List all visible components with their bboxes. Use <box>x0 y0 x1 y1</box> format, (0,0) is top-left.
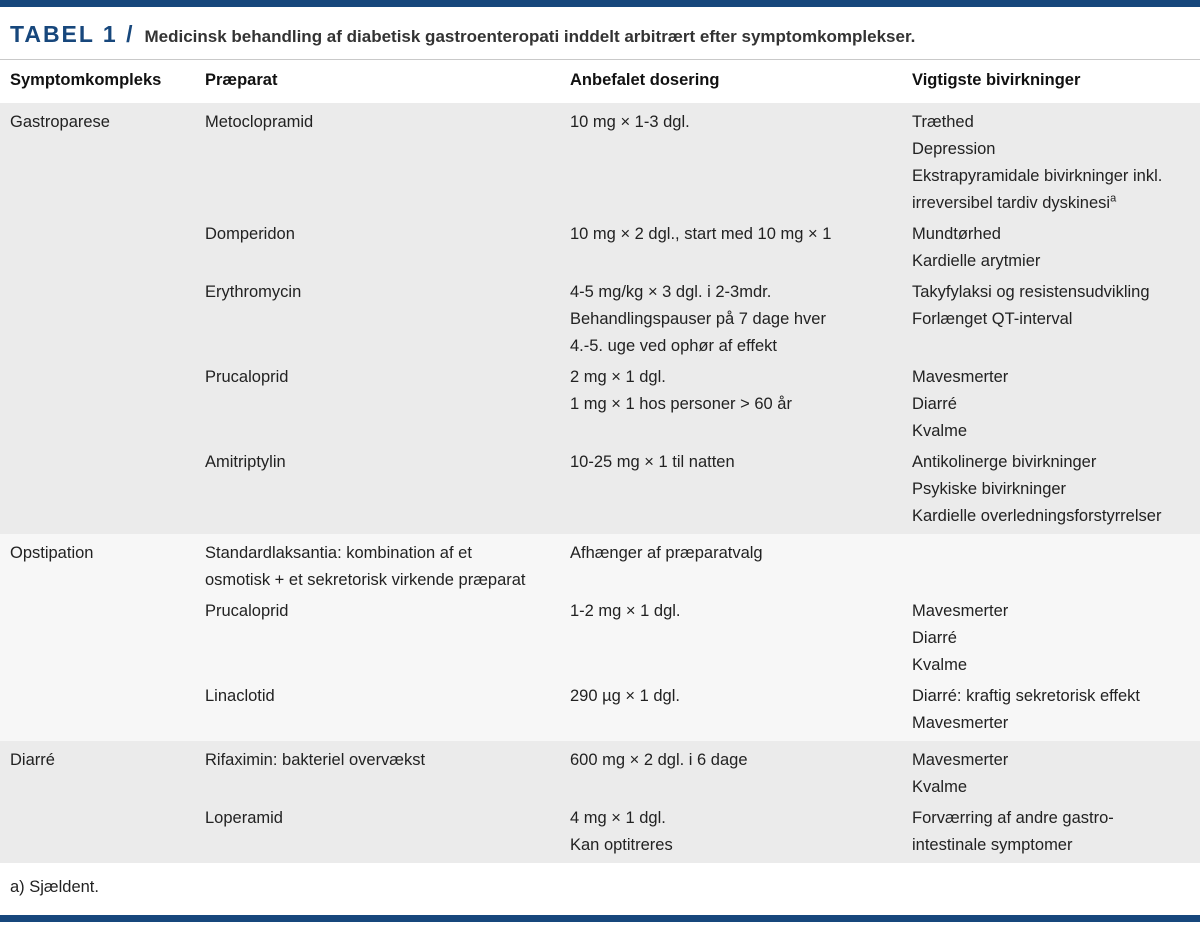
drug-cell-line: Amitriptylin <box>205 453 286 471</box>
dosing-cell-line: 10-25 mg × 1 til natten <box>570 453 735 471</box>
side-effects-cell-line: Mavesmerter <box>912 714 1009 732</box>
side-effects-cell <box>912 747 1190 801</box>
drug-cell <box>205 221 570 275</box>
side-effects-cell <box>912 449 1190 530</box>
dosing-cell-line: 1 mg × 1 hos personer > 60 år <box>570 395 792 413</box>
dosing-cell <box>570 449 912 530</box>
side-effects-cell <box>912 364 1190 445</box>
table-row <box>10 449 1190 530</box>
section-diarré <box>0 741 1200 863</box>
symptom-cell <box>10 540 205 594</box>
symptom-label: Opstipation <box>10 544 94 562</box>
side-effects-cell-line: Ekstrapyramidale bivirkninger inkl. <box>912 167 1163 185</box>
drug-cell <box>205 449 570 530</box>
symptom-cell <box>10 364 205 445</box>
side-effects-cell-line: Diarré: kraftig sekretorisk effekt <box>912 687 1141 705</box>
table-caption: Medicinsk behandling af diabetisk gastroenteropati inddelt arbitrært efter symptomkomplekser. <box>144 27 916 46</box>
side-effects-cell-line: Kvalme <box>912 422 968 440</box>
symptom-cell <box>10 598 205 679</box>
symptom-label: Diarré <box>10 751 55 769</box>
side-effects-cell-line: Mundtørhed <box>912 225 1001 243</box>
table-row <box>10 364 1190 445</box>
drug-cell <box>205 279 570 360</box>
dosing-cell-line: 290 µg × 1 dgl. <box>570 687 680 705</box>
side-effects-cell <box>912 109 1190 217</box>
top-accent-bar <box>0 0 1200 7</box>
table-body <box>0 103 1200 863</box>
side-effects-cell-line: Takyfylaksi og resistensudvikling <box>912 283 1150 301</box>
symptom-label: Gastroparese <box>10 113 110 131</box>
side-effects-cell-line: intestinale symptomer <box>912 836 1073 854</box>
side-effects-cell <box>912 598 1190 679</box>
side-effects-cell-line: Depression <box>912 140 996 158</box>
drug-cell-line: Metoclopramid <box>205 113 314 131</box>
table-title <box>0 7 1200 59</box>
dosing-cell-line: 10 mg × 1-3 dgl. <box>570 113 690 131</box>
side-effects-cell-line: Kvalme <box>912 778 968 796</box>
symptom-cell <box>10 683 205 737</box>
dosing-cell <box>570 747 912 801</box>
drug-cell-line: Linaclotid <box>205 687 275 705</box>
dosing-cell-line: 4 mg × 1 dgl. <box>570 809 666 827</box>
dosing-cell-line: 1-2 mg × 1 dgl. <box>570 602 681 620</box>
dosing-cell <box>570 221 912 275</box>
side-effects-cell-line: Kardielle overledningsforstyrrelser <box>912 507 1162 525</box>
side-effects-cell-line <box>912 190 1176 217</box>
section-gastroparese <box>0 103 1200 534</box>
column-header-symptomkompleks: Symptomkompleks <box>10 71 162 89</box>
side-effects-cell <box>912 805 1190 859</box>
dosing-cell <box>570 540 912 594</box>
drug-cell <box>205 109 570 217</box>
table-header-row <box>0 60 1200 103</box>
dosing-cell-line: Behandlingspauser på 7 dage hver <box>570 310 826 328</box>
table-row <box>10 540 1190 594</box>
drug-cell-line: Loperamid <box>205 809 283 827</box>
drug-cell <box>205 747 570 801</box>
drug-cell-line: Prucaloprid <box>205 368 289 386</box>
drug-cell <box>205 598 570 679</box>
side-effects-cell <box>912 221 1190 275</box>
drug-cell-line: Erythromycin <box>205 283 302 301</box>
drug-cell <box>205 805 570 859</box>
side-effects-cell-line: Antikolinerge bivirkninger <box>912 453 1097 471</box>
table-row <box>10 805 1190 859</box>
table-row <box>10 109 1190 217</box>
column-header-praeparat: Præparat <box>205 71 278 89</box>
side-effects-cell <box>912 683 1190 737</box>
side-effects-cell-line: Diarré <box>912 629 957 647</box>
drug-cell-line: Standardlaksantia: kombination af et <box>205 544 472 562</box>
dosing-cell-line: Afhænger af præparatvalg <box>570 544 763 562</box>
symptom-cell <box>10 221 205 275</box>
data-table <box>0 59 1200 863</box>
drug-cell <box>205 540 570 594</box>
column-header-vigtigste-bivirkninger: Vigtigste bivirkninger <box>912 71 1081 89</box>
side-effects-cell-line: Diarré <box>912 395 957 413</box>
dosing-cell <box>570 598 912 679</box>
table-row <box>10 279 1190 360</box>
dosing-cell <box>570 683 912 737</box>
footnote: a) Sjældent. <box>10 878 99 896</box>
side-effects-cell <box>912 540 1190 594</box>
drug-cell-line: Domperidon <box>205 225 295 243</box>
dosing-cell-line: 10 mg × 2 dgl., start med 10 mg × 1 <box>570 225 832 243</box>
dosing-cell-line: 4.-5. uge ved ophør af effekt <box>570 337 777 355</box>
dosing-cell-line: 2 mg × 1 dgl. <box>570 368 666 386</box>
side-effects-cell-line: Træthed <box>912 113 974 131</box>
section-opstipation <box>0 534 1200 741</box>
dosing-cell <box>570 805 912 859</box>
table-row <box>10 683 1190 737</box>
drug-cell-line: Prucaloprid <box>205 602 289 620</box>
side-effects-cell-line: Kvalme <box>912 656 968 674</box>
symptom-cell <box>10 449 205 530</box>
dosing-cell <box>570 364 912 445</box>
table-row <box>10 221 1190 275</box>
side-effects-cell-line: Mavesmerter <box>912 751 1009 769</box>
table-row <box>10 747 1190 801</box>
drug-cell-line: Rifaximin: bakteriel overvækst <box>205 751 426 769</box>
side-effects-cell-line: Kardielle arytmier <box>912 252 1041 270</box>
table-number-label: TABEL 1 / <box>10 21 135 47</box>
side-effects-cell-line: Mavesmerter <box>912 368 1009 386</box>
side-effects-cell <box>912 279 1190 360</box>
side-effects-cell-line: Mavesmerter <box>912 602 1009 620</box>
side-effect-text: irreversibel tardiv dyskinesi <box>912 194 1111 212</box>
side-effects-cell-line: Psykiske bivirkninger <box>912 480 1067 498</box>
footnote-area <box>0 863 1200 915</box>
drug-cell <box>205 683 570 737</box>
dosing-cell-line: Kan optitreres <box>570 836 673 854</box>
drug-cell <box>205 364 570 445</box>
bottom-margin-strip <box>0 922 1200 928</box>
bottom-accent-bar <box>0 915 1200 922</box>
symptom-cell <box>10 109 205 217</box>
dosing-cell <box>570 109 912 217</box>
drug-cell-line: osmotisk + et sekretorisk virkende præparat <box>205 571 526 589</box>
symptom-cell <box>10 805 205 859</box>
footnote-marker: a <box>1110 192 1117 205</box>
dosing-cell-line: 4-5 mg/kg × 3 dgl. i 2-3mdr. <box>570 283 772 301</box>
symptom-cell <box>10 279 205 360</box>
dosing-cell <box>570 279 912 360</box>
symptom-cell <box>10 747 205 801</box>
side-effects-cell-line: Forværring af andre gastro- <box>912 809 1114 827</box>
column-header-anbefalet-dosering: Anbefalet dosering <box>570 71 720 89</box>
side-effects-cell-line: Forlænget QT-interval <box>912 310 1073 328</box>
table-row <box>10 598 1190 679</box>
dosing-cell-line: 600 mg × 2 dgl. i 6 dage <box>570 751 748 769</box>
